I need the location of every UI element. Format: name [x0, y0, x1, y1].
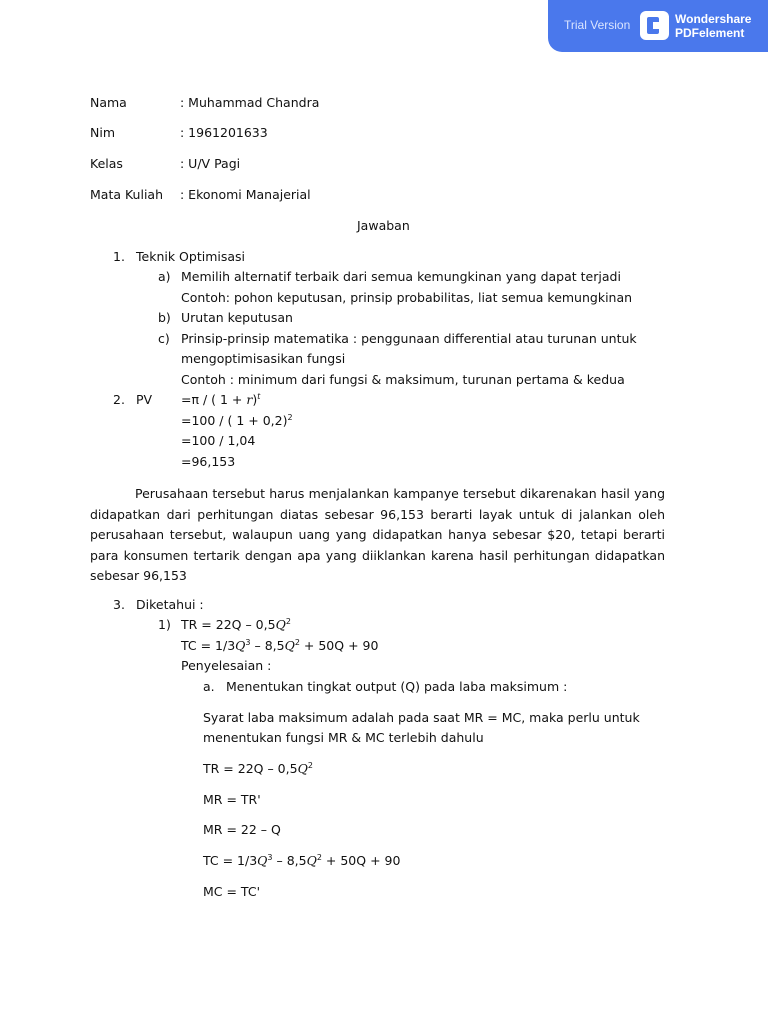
syarat-line-2: menentukan fungsi MR & MC terlebih dahulu — [203, 730, 484, 745]
q2-number: 2. — [113, 392, 125, 407]
trial-banner — [548, 0, 768, 52]
pv-step-2: =100 / 1,04 — [181, 433, 256, 448]
mc-definition: MC = TC' — [203, 884, 261, 899]
syarat-line-1: Syarat laba maksimum adalah pada saat MR = MC, maka perlu untuk — [203, 710, 640, 725]
identity-value-course: : Ekonomi Manajerial — [180, 187, 311, 202]
mr-definition: MR = TR' — [203, 792, 261, 807]
answer-heading: Jawaban — [357, 218, 410, 233]
tc-function: TC = $1/3Q^3 - 8,5Q^2 + 50Q + 90$ — [181, 637, 379, 653]
identity-label-kelas: Kelas — [90, 156, 123, 171]
q1-number: 1. — [113, 249, 125, 264]
identity-label-course: Mata Kuliah — [90, 187, 164, 202]
pv-step-1: =100 / ( 1 + 0,2)$^2$ — [181, 412, 293, 428]
q1-c-text-line2: mengoptimisasikan fungsi — [181, 351, 346, 366]
trial-version-label: Trial Version — [564, 18, 631, 32]
q2-label: PV — [136, 392, 153, 407]
q3-sub-a-text: Menentukan tingkat output (Q) pada laba maksimum : — [226, 679, 568, 694]
pv-formula: =π / ( 1 + r)$^t$ — [181, 391, 261, 407]
tr-function: TR = $22Q - 0,5Q^2$ — [181, 616, 291, 632]
pv-result: =96,153 — [181, 454, 236, 469]
q1-b-letter: b) — [158, 310, 171, 325]
q1-c-letter: c) — [158, 331, 170, 346]
identity-label-name: Nama — [90, 95, 127, 110]
q1-b-text: Urutan keputusan — [181, 310, 293, 325]
q1-a-letter: a) — [158, 269, 171, 284]
identity-label-nim: Nim — [90, 125, 115, 140]
identity-value-nim: : 1961201633 — [180, 125, 268, 140]
q2-conclusion-paragraph: Perusahaan tersebut harus menjalankan kampanye tersebut dikarenakan hasil yang didapatkan dari perhitungan diatas sebesar 96,153 berarti layak untuk di jalankan oleh perusahaan tersebut, walaupun uang yang didapatkan hanya sebesar $20, tetapi berarti para konsumen tertarik dengan apa yang diiklankan karena hasil perhitungan didapatkan sebesar 96,153 — [90, 486, 665, 583]
pdfelement-logo-icon — [640, 11, 669, 40]
q1-c-text-line1: Prinsip-prinsip matematika : penggunaan differential atau turunan untuk — [181, 331, 637, 346]
tc-restated: TC = $1/3Q^3 - 8,5Q^2 + 50Q + 90$ — [203, 852, 401, 868]
q1-title: Teknik Optimisasi — [136, 249, 246, 264]
identity-value-name: : Muhammad Chandra — [180, 95, 320, 110]
q3-title: Diketahui : — [136, 597, 204, 612]
mr-result: MR = 22 – Q — [203, 822, 281, 837]
q1-a-text: Memilih alternatif terbaik dari semua kemungkinan yang dapat terjadi — [181, 269, 621, 284]
q3-item-number: 1) — [158, 617, 171, 632]
q1-c-example: Contoh : minimum dari fungsi & maksimum, turunan pertama & kedua — [181, 372, 625, 387]
q3-sub-a-letter: a. — [203, 679, 215, 694]
identity-value-kelas: : U/V Pagi — [180, 156, 241, 171]
q1-a-example: Contoh: pohon keputusan, prinsip probabilitas, liat semua kemungkinan — [181, 290, 633, 305]
q3-number: 3. — [113, 597, 125, 612]
tr-restated: TR = $22Q - 0,5Q^2$ — [203, 760, 313, 776]
penyelesaian-label: Penyelesaian : — [181, 658, 272, 673]
brand-name: Wondershare PDFelement — [675, 12, 752, 40]
